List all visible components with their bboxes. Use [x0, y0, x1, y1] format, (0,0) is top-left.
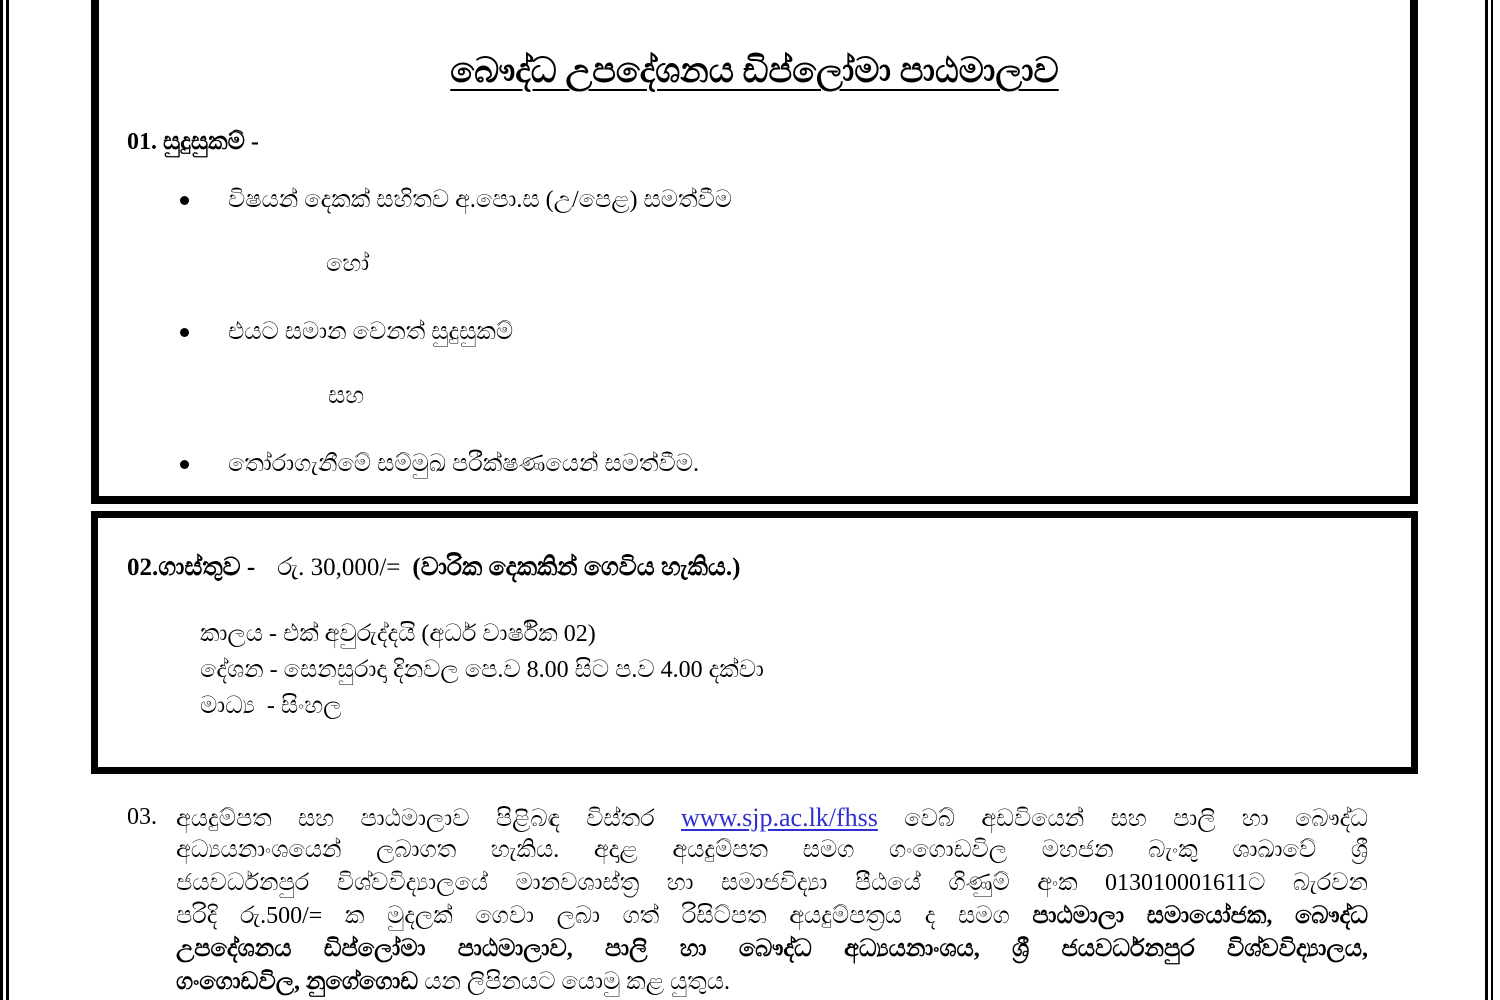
paragraph-line-5: උපදේශනය ඩිප්ලෝමා පාඨමාලාව, පාලි හා බෞද්ධ අධ්‍යයනාංශය, ශ්‍රී ජයවර්ධනපුර විශ්වවිද්‍යාලය,	[176, 936, 1368, 962]
connector-or: හෝ	[326, 251, 370, 277]
bullet-icon	[180, 328, 189, 337]
page-border-left-outer	[0, 0, 3, 1000]
page-border-right-inner	[1485, 0, 1488, 1000]
document-title-text: බෞද්ධ උපදේශනය ඩිප්ලෝමා පාඨමාලාව	[450, 51, 1059, 90]
page-border-right-outer	[1491, 0, 1493, 1000]
fee-note: (වාරික දෙකකින් ගෙවිය හැකිය.)	[412, 554, 741, 581]
qualification-item-1	[180, 183, 732, 217]
section3-number: 03.	[127, 804, 157, 830]
qualification-item-2	[180, 315, 513, 349]
detail-lectures: දේශන - සෙනසුරාදා දිනවල පෙ.ව 8.00 සිට ප.ව 4.00 දක්වා	[200, 657, 764, 683]
qualification-text: විෂයන් දෙකක් සහිතව අ.පො.ස (උ/පෙළ) සමත්වීම	[228, 187, 733, 213]
fee-label: 02.ගාස්තුව -	[127, 554, 256, 581]
paragraph-line-1	[176, 801, 1368, 834]
paragraph-text: වෙබ් අඩවියෙන් සහ පාලි හා බෞද්ධ	[904, 806, 1368, 832]
qualification-text: තෝරාගැනීමේ සම්මුඛ පරීක්ෂණයෙන් සමත්වීම.	[228, 451, 700, 477]
paragraph-text: පරිදි රු.500/= ක මුදලක් ගෙවා ලබා ගත් රිසිට්පත අයදුම්පත්‍රය ද සමග	[176, 903, 1010, 929]
website-link[interactable]: www.sjp.ac.lk/fhss	[681, 803, 878, 832]
detail-medium: මාධ්‍ය - සිංහල	[200, 693, 342, 719]
section2-heading	[127, 551, 740, 585]
qualifications-box	[91, 0, 1418, 504]
fee-amount: රු. 30,000/=	[277, 554, 401, 581]
section1-heading: 01. සුදුසුකම් -	[127, 129, 259, 155]
fees-box	[91, 511, 1418, 774]
detail-duration: කාලය - එක් අවුරුද්දයි (අර්ධ වාර්ෂික 02)	[200, 621, 596, 647]
qualification-item-3	[180, 447, 699, 481]
paragraph-line-4	[176, 900, 1368, 933]
paragraph-text: යන ලිපිනයට යොමු කළ යුතුය.	[424, 969, 731, 995]
paragraph-text: අයදුම්පත සහ පාඨමාලාව පිළිබඳ විස්තර	[176, 806, 655, 832]
paragraph-line-3: ජයවර්ධනපුර විශ්වවිද්‍යාලයේ මානවශාස්ත්‍ර හා සමාජවිද්‍යා පීඨයේ ගිණුම් අංක 013010001611ට බැරවන	[176, 870, 1368, 896]
section3-paragraph	[176, 801, 1368, 999]
address-text: ගංගොඩවිල, නුගේගොඩ	[176, 969, 419, 995]
qualification-text: එයට සමාන වෙනත් සුදුසුකම්	[228, 319, 514, 345]
address-text: පාඨමාලා සමායෝජක, බෞද්ධ	[1032, 903, 1368, 929]
connector-and: සහ	[328, 383, 365, 409]
bullet-icon	[180, 460, 189, 469]
bullet-icon	[180, 196, 189, 205]
document-title	[99, 48, 1410, 94]
paragraph-line-2: අධ්‍යයනාංශයෙන් ලබාගත හැකිය. අදාළ අයදුම්පත සමග ගංගොඩවිල මහජන බැංකු ශාඛාවේ ශ්‍රී	[176, 837, 1368, 863]
page-border-left-inner	[6, 0, 9, 1000]
paragraph-line-6	[176, 966, 1368, 999]
